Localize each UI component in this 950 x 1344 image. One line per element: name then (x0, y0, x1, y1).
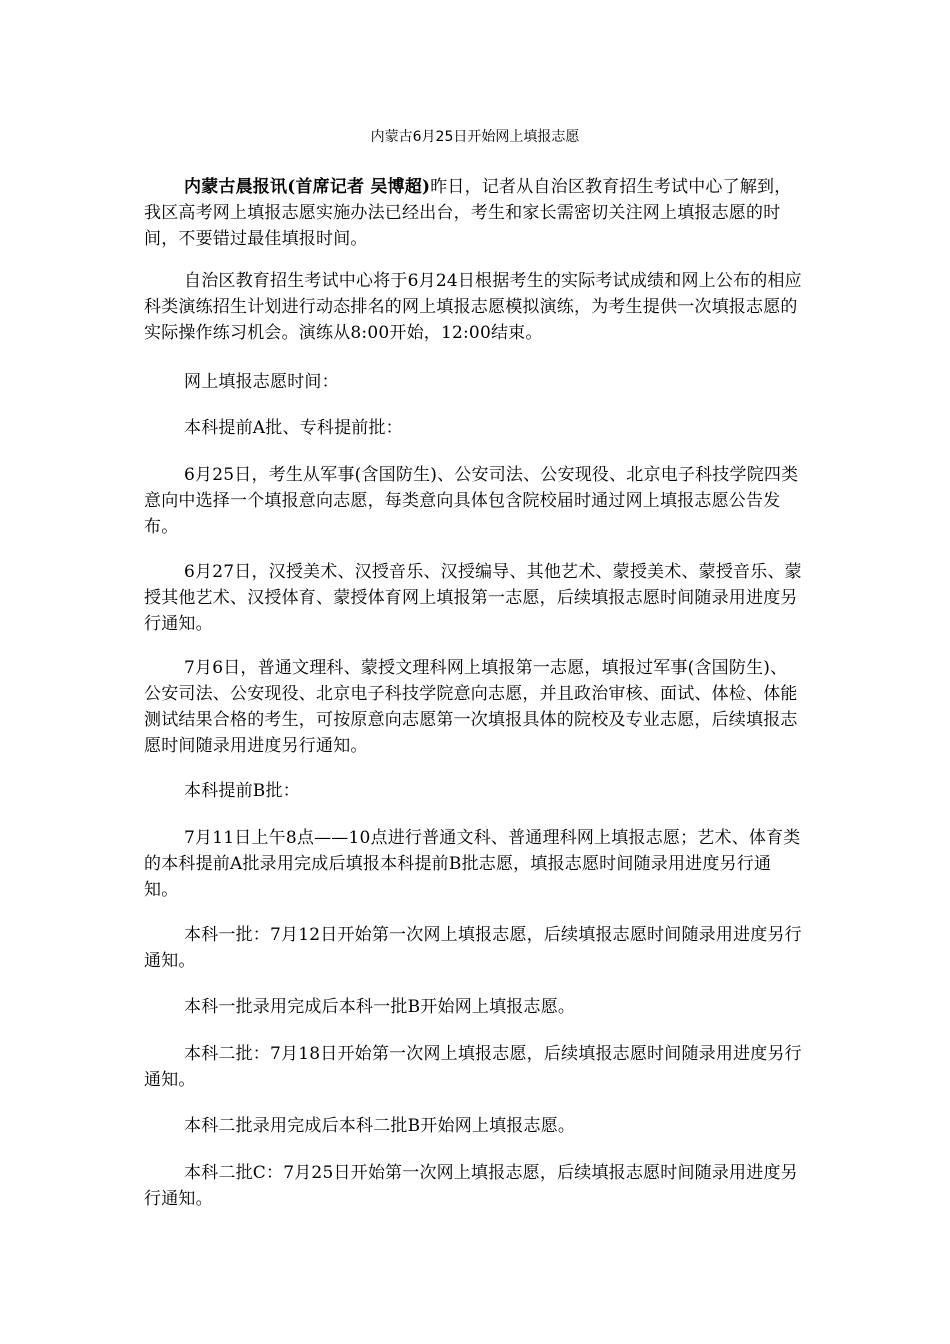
paragraph-text: 7月6日，普通文理科、蒙授文理科网上填报第一志愿，填报过军事(含国防生)、公安司法、公安现役、北京电子科技学院意向志愿，并且政治审核、面试、体检、体能测试结果合格的考生，可按原意向志愿第一次填报具体的院校及专业志愿，后续填报志愿时间随录用进度另行通知。 (144, 658, 798, 756)
paragraph-5 (144, 462, 804, 540)
paragraph-8 (144, 778, 804, 804)
paragraph-12 (144, 1041, 804, 1093)
paragraph-3 (144, 369, 804, 395)
paragraph-text: 本科一批录用完成后本科一批B开始网上填报志愿。 (184, 997, 576, 1017)
paragraph-7 (144, 655, 804, 759)
paragraph-14 (144, 1160, 804, 1212)
paragraph-10 (144, 922, 804, 974)
paragraph-text: 本科二批录用完成后本科二批B开始网上填报志愿。 (184, 1116, 576, 1136)
paragraph-text: 本科一批：7月12日开始第一次网上填报志愿，后续填报志愿时间随录用进度另行通知。 (144, 925, 802, 971)
paragraph-11 (144, 994, 804, 1020)
document-title: 内蒙古6月25日开始网上填报志愿 (370, 129, 580, 145)
paragraph-text: 本科提前A批、专科提前批： (184, 418, 403, 438)
paragraph-2 (144, 268, 804, 346)
paragraph-text: 本科二批C：7月25日开始第一次网上填报志愿，后续填报志愿时间随录用进度另行通知。 (144, 1163, 798, 1209)
byline: 内蒙古晨报讯(首席记者 吴博超) (184, 177, 431, 197)
paragraph-text: 网上填报志愿时间： (184, 372, 339, 392)
paragraph-text: 7月11日上午8点——10点进行普通文科、普通理科网上填报志愿；艺术、体育类的本科提前A批录用完成后填报本科提前B批志愿，填报志愿时间随录用进度另行通知。 (144, 828, 801, 900)
paragraph-text: 6月27日，汉授美术、汉授音乐、汉授编导、其他艺术、蒙授美术、蒙授音乐、蒙授其他艺术、汉授体育、蒙授体育网上填报第一志愿，后续填报志愿时间随录用进度另行通知。 (144, 562, 802, 634)
paragraph-text: 6月25日，考生从军事(含国防生)、公安司法、公安现役、北京电子科技学院四类意向中选择一个填报意向志愿，每类意向具体包含院校届时通过网上填报志愿公告发布。 (144, 465, 799, 537)
paragraph-9 (144, 825, 804, 903)
paragraph-text: 自治区教育招生考试中心将于6月24日根据考生的实际考试成绩和网上公布的相应科类演练招生计划进行动态排名的网上填报志愿模拟演练，为考生提供一次填报志愿的实际操作练习机会。演练从8:00开始，12:00结束。 (144, 271, 802, 343)
paragraph-text: 本科二批：7月18日开始第一次网上填报志愿，后续填报志愿时间随录用进度另行通知。 (144, 1044, 802, 1090)
paragraph-6 (144, 559, 804, 637)
paragraph-4 (144, 415, 804, 441)
paragraph-13 (144, 1113, 804, 1139)
paragraph-text: 本科提前B批： (184, 781, 300, 801)
paragraph-text: 昨日，记者从自治区教育招生考试中心了解到，我区高考网上填报志愿实施办法已经出台，考生和家长需密切关注网上填报志愿的时间，不要错过最佳填报时间。 (144, 177, 792, 249)
paragraph-1 (144, 174, 804, 252)
